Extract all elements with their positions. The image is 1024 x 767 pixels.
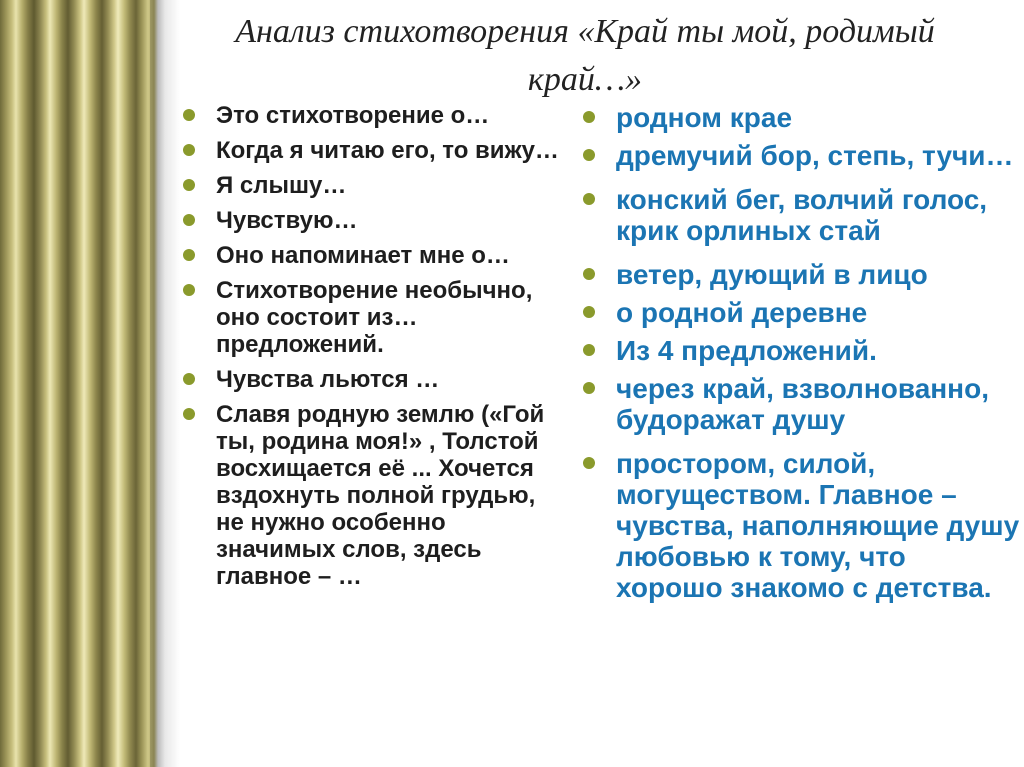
- list-item-text: Я слышу…: [216, 172, 347, 199]
- curtain-shadow: [150, 0, 180, 767]
- decorative-curtain: [0, 0, 165, 767]
- list-item-text: простором, силой, могуществом. Главное – чувства, наполняющие душу любовью к тому, что хорошо знакомо с детства.: [616, 448, 1020, 603]
- slide-title: Анализ стихотворения «Край ты мой, родимый край…»: [235, 13, 935, 98]
- list-item: [580, 448, 1020, 603]
- bullet-icon: [183, 214, 195, 226]
- list-item-text: Это стихотворение о…: [216, 102, 490, 129]
- list-item-text: конский бег, волчий голос, крик орлиных стай: [616, 184, 988, 246]
- bullet-icon: [583, 382, 595, 394]
- list-item-text: родном крае: [616, 102, 793, 133]
- bullet-icon: [583, 111, 595, 123]
- bullet-icon: [583, 149, 595, 161]
- list-item-text: Чувствую…: [216, 207, 358, 234]
- bullet-icon: [183, 179, 195, 191]
- bullet-icon: [583, 268, 595, 280]
- bullet-icon: [183, 109, 195, 121]
- list-item-text: ветер, дующий в лицо: [616, 259, 928, 290]
- bullet-icon: [183, 408, 195, 420]
- list-item-text: Славя родную землю («Гой ты, родина моя!» , Толстой восхищается её ... Хочется вздохнуть полной грудью, не нужно особенно значимых слов, здесь главное – …: [216, 401, 545, 590]
- list-item: [580, 184, 1020, 246]
- list-item-text: через край, взволнованно, будоражат душу: [616, 373, 989, 435]
- right-column-list: [580, 102, 1020, 610]
- list-item: [580, 140, 1020, 171]
- list-item-text: Стихотворение необычно, оно состоит из… предложений.: [216, 277, 533, 358]
- bullet-icon: [583, 193, 595, 205]
- left-column-list: [180, 102, 560, 598]
- bullet-icon: [583, 344, 595, 356]
- list-item-text: о родной деревне: [616, 297, 868, 328]
- list-item-text: Когда я читаю его, то вижу…: [216, 137, 559, 164]
- list-item: [180, 102, 560, 129]
- list-item-text: Из 4 предложений.: [616, 335, 877, 366]
- list-item: [180, 401, 560, 590]
- list-item: [580, 259, 1020, 290]
- list-item: [180, 366, 560, 393]
- list-item: [180, 277, 560, 358]
- list-item-text: Чувства льются …: [216, 366, 440, 393]
- list-item: [580, 297, 1020, 328]
- bullet-icon: [183, 249, 195, 261]
- list-item: [180, 207, 560, 234]
- list-item: [180, 172, 560, 199]
- list-item: [580, 335, 1020, 366]
- list-item: [580, 373, 1020, 435]
- list-item: [180, 242, 560, 269]
- bullet-icon: [183, 284, 195, 296]
- list-item: [580, 102, 1020, 133]
- bullet-icon: [183, 144, 195, 156]
- list-item-text: Оно напоминает мне о…: [216, 242, 510, 269]
- list-item: [180, 137, 560, 164]
- list-item-text: дремучий бор, степь, тучи…: [616, 140, 1014, 171]
- bullet-icon: [183, 373, 195, 385]
- bullet-icon: [583, 306, 595, 318]
- bullet-icon: [583, 457, 595, 469]
